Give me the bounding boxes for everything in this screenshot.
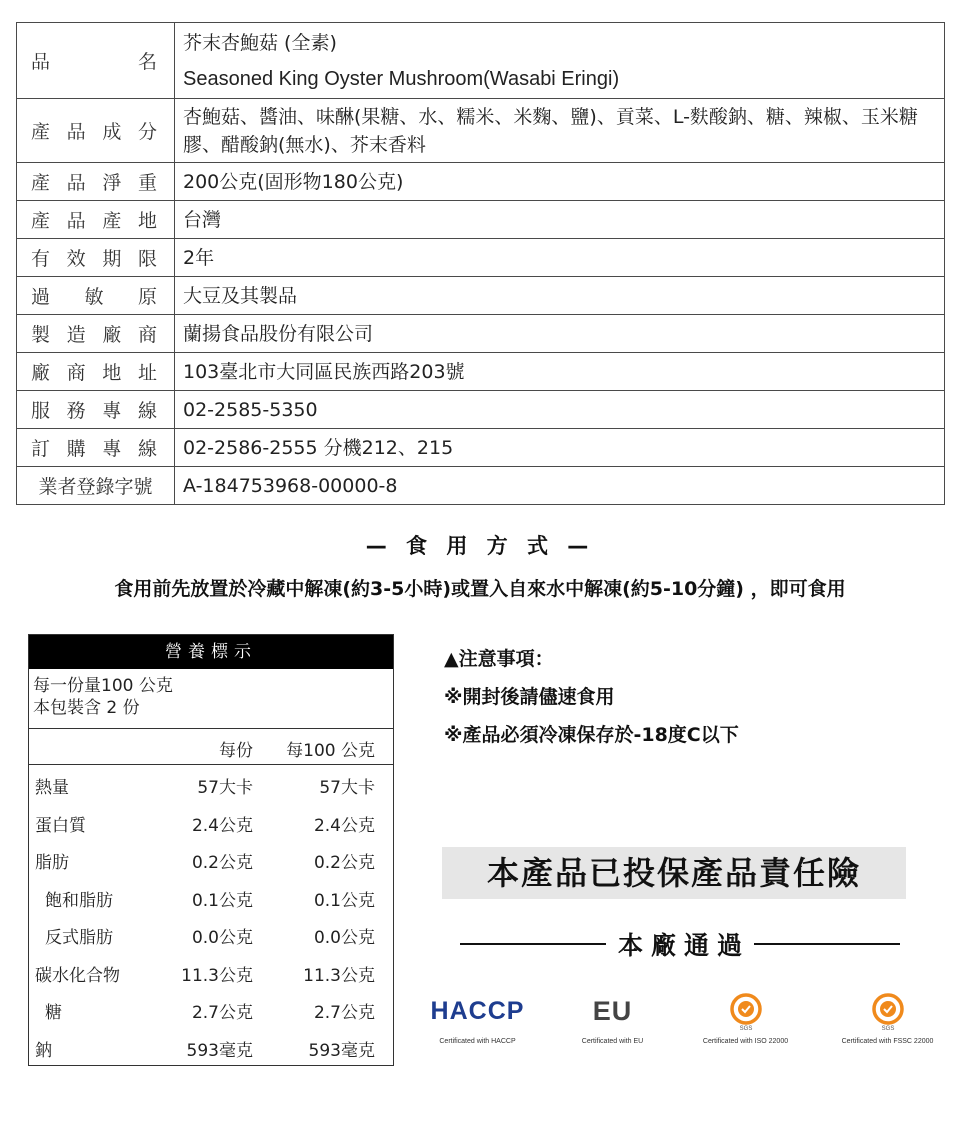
nutrition-column-header bbox=[29, 729, 393, 765]
name-label: 品 名 bbox=[17, 23, 175, 99]
nutrient-per-serving: 593毫克 bbox=[186, 1040, 253, 1061]
nutrient-name: 飽和脂肪 bbox=[45, 890, 113, 911]
nutrition-row bbox=[29, 878, 393, 916]
manufacturer-label: 製造廠商 bbox=[17, 315, 175, 353]
usage-instructions: 食用前先放置於冷藏中解凍(約3-5小時)或置入自來水中解凍(約5-10分鐘) ，即可食用 bbox=[114, 578, 846, 600]
servings-per-pack: 本包裝含 2 份 bbox=[33, 698, 140, 718]
nutrient-name: 反式脂肪 bbox=[45, 928, 113, 948]
cert-caption: Certificated with ISO 22000 bbox=[702, 1038, 789, 1045]
nutrient-per-100g: 593毫克 bbox=[308, 1040, 375, 1061]
certification-logos bbox=[410, 990, 950, 1060]
ingredients-label: 產品成分 bbox=[17, 99, 175, 163]
sgs-mark-text: SGS bbox=[881, 1026, 894, 1031]
shelf-life-value: 2年 bbox=[175, 239, 945, 277]
nutrient-per-100g: 0.2公克 bbox=[313, 853, 375, 873]
nutrition-row bbox=[29, 1028, 393, 1066]
product-info-table bbox=[16, 22, 945, 505]
nutrition-rows bbox=[29, 765, 393, 1065]
nutrient-per-100g: 57大卡 bbox=[319, 778, 375, 798]
nutrient-per-100g: 2.7公克 bbox=[313, 1003, 375, 1023]
address-label: 廠商地址 bbox=[17, 353, 175, 391]
order-line-label: 訂購專線 bbox=[17, 429, 175, 467]
net-weight-value: 200公克(固形物180公克) bbox=[175, 163, 945, 201]
notes-heading: ▲注意事項： bbox=[444, 648, 554, 670]
nutrition-row bbox=[29, 803, 393, 841]
eu-logo: EU bbox=[592, 995, 633, 1026]
registration-value: A-184753968-00000-8 bbox=[175, 467, 945, 505]
net-weight-label: 產品淨重 bbox=[17, 163, 175, 201]
service-line-value: 02-2585-5350 bbox=[175, 391, 945, 429]
nutrient-name: 糖 bbox=[45, 1003, 62, 1023]
nutrient-name: 鈉 bbox=[35, 1040, 52, 1061]
origin-label: 產品產地 bbox=[17, 201, 175, 239]
certification-heading: 本廠通過 bbox=[618, 931, 751, 960]
nutrient-per-serving: 11.3公克 bbox=[181, 965, 253, 986]
product-name-zh: 芥末杏鮑菇 (全素) bbox=[183, 31, 337, 54]
insurance-banner: 本產品已投保產品責任險 bbox=[442, 847, 906, 899]
nutrient-name: 碳水化合物 bbox=[35, 965, 120, 986]
note-item: ※開封後請儘速食用 bbox=[444, 686, 615, 708]
cert-caption: Certificated with EU bbox=[581, 1038, 644, 1045]
ingredients-value: 杏鮑菇、醬油、味醂(果糖、水、糯米、米麴、鹽)、貢菜、L-麩酸鈉、糖、辣椒、玉米糖膠、醋酸鈉(無水)、芥末香料 bbox=[175, 99, 945, 163]
sgs-mark-text: SGS bbox=[739, 1026, 752, 1031]
nutrition-row bbox=[29, 953, 393, 991]
cert-fssc22000 bbox=[820, 990, 955, 1045]
order-line-value: 02-2586-2555 分機212、215 bbox=[175, 429, 945, 467]
allergen-label: 過敏原 bbox=[17, 277, 175, 315]
divider-line bbox=[754, 943, 900, 945]
cert-caption: Certificated with FSSC 22000 bbox=[841, 1038, 934, 1045]
nutrient-per-serving: 0.1公克 bbox=[191, 890, 253, 911]
nutrient-per-serving: 2.4公克 bbox=[191, 815, 253, 836]
sgs-logo-icon bbox=[868, 991, 908, 1031]
nutrient-name: 脂肪 bbox=[35, 853, 69, 873]
divider-line bbox=[460, 943, 606, 945]
nutrition-row bbox=[29, 990, 393, 1028]
cert-iso22000 bbox=[678, 990, 813, 1045]
nutrition-facts-panel bbox=[28, 634, 394, 1066]
nutrition-serving-info bbox=[29, 669, 393, 729]
nutrient-per-100g: 11.3公克 bbox=[303, 965, 375, 986]
manufacturer-value: 蘭揚食品股份有限公司 bbox=[175, 315, 945, 353]
service-line-label: 服務專線 bbox=[17, 391, 175, 429]
note-item: ※產品必須冷凍保存於-18度C以下 bbox=[444, 724, 739, 746]
nutrition-title: 營養標示 bbox=[29, 635, 393, 669]
nutrition-row bbox=[29, 915, 393, 953]
certification-divider bbox=[460, 924, 900, 964]
cert-haccp bbox=[410, 990, 545, 1045]
notes-section bbox=[444, 645, 739, 759]
nutrition-row bbox=[29, 765, 393, 803]
product-name-cell bbox=[175, 23, 945, 99]
col-per-serving: 每份 bbox=[219, 741, 253, 761]
sgs-logo-icon bbox=[726, 991, 766, 1031]
usage-heading: — 食 用 方 式 — bbox=[365, 534, 595, 558]
cert-caption: Certificated with HACCP bbox=[439, 1038, 516, 1045]
registration-label: 業者登錄字號 bbox=[17, 467, 175, 505]
allergen-value: 大豆及其製品 bbox=[175, 277, 945, 315]
nutrient-name: 蛋白質 bbox=[35, 815, 86, 836]
haccp-logo: HACCP bbox=[430, 996, 525, 1025]
address-value: 103臺北市大同區民族西路203號 bbox=[175, 353, 945, 391]
nutrient-per-100g: 0.0公克 bbox=[313, 928, 375, 948]
nutrient-per-serving: 2.7公克 bbox=[191, 1003, 253, 1023]
nutrient-per-100g: 2.4公克 bbox=[313, 815, 375, 836]
cert-eu bbox=[545, 990, 680, 1045]
nutrient-per-serving: 57大卡 bbox=[197, 778, 253, 798]
col-per-100g: 每100 公克 bbox=[286, 741, 375, 761]
nutrient-name: 熱量 bbox=[35, 778, 69, 798]
shelf-life-label: 有效期限 bbox=[17, 239, 175, 277]
serving-size: 每一份量100 公克 bbox=[33, 676, 173, 696]
nutrient-per-serving: 0.0公克 bbox=[191, 928, 253, 948]
product-name-en: Seasoned King Oyster Mushroom(Wasabi Eringi) bbox=[183, 67, 620, 90]
nutrient-per-100g: 0.1公克 bbox=[313, 890, 375, 911]
nutrition-row bbox=[29, 840, 393, 878]
nutrient-per-serving: 0.2公克 bbox=[191, 853, 253, 873]
origin-value: 台灣 bbox=[175, 201, 945, 239]
